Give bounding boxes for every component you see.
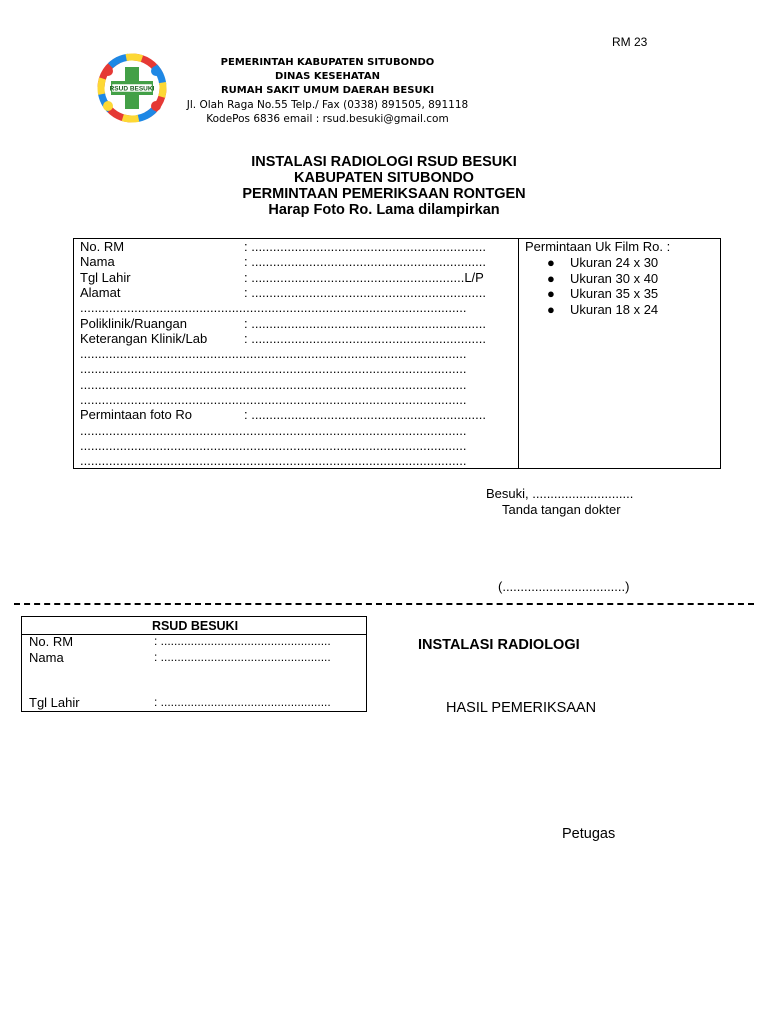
title-line4: Harap Foto Ro. Lama dilampirkan <box>268 202 500 218</box>
slip-field-tgl-lahir[interactable] <box>29 695 331 710</box>
field-label: Poliklinik/Ruangan <box>80 315 187 331</box>
cut-line <box>14 603 754 605</box>
hospital-cross-logo <box>94 53 170 123</box>
field-blank[interactable]: : ................................................... <box>154 650 331 664</box>
keterangan-line[interactable]: ........................................................................................................... <box>80 392 467 407</box>
signature-name-blank[interactable]: (..................................) <box>498 579 630 594</box>
field-blank[interactable]: : ...........................................................L/P <box>244 269 484 285</box>
permintaan-line[interactable]: ........................................................................................................... <box>80 453 467 469</box>
film-size-label: Ukuran 35 x 35 <box>570 286 659 301</box>
letterhead-address: Jl. Olah Raga No.55 Telp./ Fax (0338) 891505, 891118 <box>186 99 469 111</box>
field-label: No. RM <box>29 634 74 649</box>
field-blank[interactable]: : ................................................................. <box>244 330 486 346</box>
keterangan-line[interactable]: ........................................................................................................... <box>80 376 467 392</box>
petugas-label: Petugas <box>562 826 616 842</box>
letterhead-contact: KodePos 6836 email : rsud.besuki@gmail.com <box>206 113 449 125</box>
form-code: RM 23 <box>612 35 648 49</box>
slip-title: RSUD BESUKI <box>151 619 239 633</box>
instalasi-heading: INSTALASI RADIOLOGI <box>418 637 580 653</box>
form-title <box>150 154 618 218</box>
field-label: Nama <box>80 254 115 270</box>
field-label: Alamat <box>80 284 121 300</box>
film-size-option[interactable] <box>544 255 658 271</box>
field-label: Tgl Lahir <box>29 695 80 710</box>
field-blank[interactable]: : ................................................................. <box>244 239 486 254</box>
letterhead-line3: RUMAH SAKIT UMUM DAERAH BESUKI <box>220 85 435 96</box>
result-slip-box <box>21 616 367 712</box>
field-blank[interactable]: : ................................................................. <box>244 254 486 270</box>
field-label: Keterangan Klinik/Lab <box>80 330 208 346</box>
slip-field-nama[interactable] <box>29 650 331 665</box>
field-blank[interactable]: : ................................................... <box>154 695 331 709</box>
field-blank[interactable]: : ................................................................. <box>244 315 486 331</box>
signature-place-date[interactable]: Besuki, ............................ <box>486 486 634 501</box>
letterhead <box>185 56 470 126</box>
title-line1: INSTALASI RADIOLOGI RSUD BESUKI <box>251 154 517 170</box>
field-blank[interactable]: : ................................................................. <box>244 407 486 423</box>
bullet-icon: ● <box>547 255 555 270</box>
film-size-list <box>544 255 658 317</box>
title-line2: KABUPATEN SITUBONDO <box>294 170 474 186</box>
permintaan-line[interactable]: ........................................................................................................... <box>80 422 467 438</box>
slip-field-no-rm[interactable] <box>29 634 331 649</box>
hasil-heading: HASIL PEMERIKSAAN <box>446 700 597 716</box>
field-label: Permintaan foto Ro <box>80 407 193 423</box>
film-size-label: Ukuran 18 x 24 <box>570 301 659 317</box>
box-divider <box>518 239 519 468</box>
field-label: No. RM <box>80 239 125 254</box>
letterhead-line2: DINAS KESEHATAN <box>275 71 380 82</box>
title-line3: PERMINTAAN PEMERIKSAAN RONTGEN <box>242 186 526 202</box>
film-size-label: Ukuran 24 x 30 <box>570 255 659 270</box>
permintaan-line[interactable]: ........................................................................................................... <box>80 437 467 453</box>
field-label: Nama <box>29 650 64 665</box>
keterangan-line[interactable]: ........................................................................................................... <box>80 346 467 362</box>
film-size-title: Permintaan Uk Film Ro. : <box>525 239 671 254</box>
film-size-option[interactable] <box>544 271 658 287</box>
bullet-icon: ● <box>547 270 555 286</box>
field-blank[interactable]: : ................................................... <box>154 634 331 648</box>
film-size-label: Ukuran 30 x 40 <box>570 270 659 286</box>
bullet-icon: ● <box>547 286 555 301</box>
request-form-box <box>73 238 721 469</box>
film-size-option[interactable] <box>544 286 658 302</box>
letterhead-line1: PEMERINTAH KABUPATEN SITUBONDO <box>220 57 435 68</box>
field-blank[interactable]: : ................................................................. <box>244 284 486 300</box>
film-size-option[interactable] <box>544 302 658 318</box>
bullet-icon: ● <box>547 301 555 317</box>
keterangan-line[interactable]: ........................................................................................................... <box>80 361 467 377</box>
field-label: Tgl Lahir <box>80 269 131 285</box>
alamat-continuation[interactable]: ........................................................................................................... <box>80 300 467 316</box>
signature-label: Tanda tangan dokter <box>502 502 621 517</box>
logo-text: RSUD BESUKI <box>109 85 155 93</box>
